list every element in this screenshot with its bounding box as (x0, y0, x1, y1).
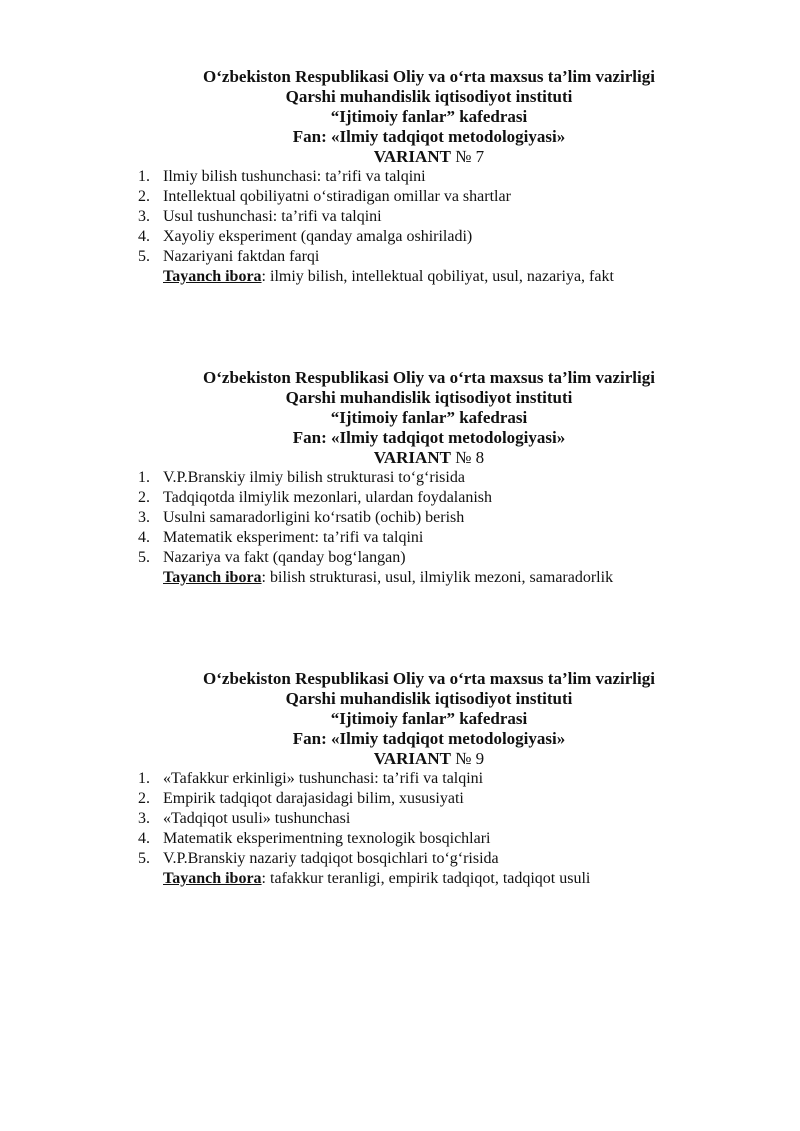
institute-title: Qarshi muhandislik iqtisodiyot instituti (285, 388, 573, 407)
keywords-line (0, 267, 800, 287)
question-number: 2. (138, 188, 150, 205)
question-text: «Tafakkur erkinligi» tushunchasi: ta’rifi va talqini (163, 770, 484, 787)
institute-title: Qarshi muhandislik iqtisodiyot instituti (285, 689, 573, 708)
question-number: 5. (138, 248, 150, 265)
keywords-text: : ilmiy bilish, intellektual qobiliyat, usul, nazariya, fakt (261, 268, 614, 285)
question-item (0, 789, 800, 809)
subject-title: Fan: «Ilmiy tadqiqot metodologiyasi» (292, 428, 566, 447)
question-item (0, 849, 800, 869)
question-item (0, 187, 800, 207)
question-text: Usulni samaradorligini ko‘rsatib (ochib) berish (163, 509, 465, 526)
question-text: Ilmiy bilish tushunchasi: ta’rifi va talqini (163, 168, 426, 185)
question-text: Usul tushunchasi: ta’rifi va talqini (163, 208, 382, 225)
keywords-label: Tayanch ibora (163, 569, 262, 586)
keywords-label: Tayanch ibora (163, 268, 262, 285)
variant-heading (0, 749, 800, 769)
question-text: Matematik eksperiment: ta’rifi va talqini (163, 529, 424, 546)
variant-label: VARIANT (373, 147, 451, 166)
variant-number: № 8 (455, 448, 485, 467)
question-item (0, 548, 800, 568)
question-item (0, 247, 800, 267)
subject-title: Fan: «Ilmiy tadqiqot metodologiyasi» (292, 729, 566, 748)
question-list (0, 769, 800, 869)
question-item (0, 769, 800, 789)
variant-block-9 (0, 669, 800, 889)
question-text: Intellektual qobiliyatni o‘stiradigan omillar va shartlar (163, 188, 511, 205)
question-number: 4. (138, 830, 150, 847)
question-text: Empirik tadqiqot darajasidagi bilim, xususiyati (163, 790, 464, 807)
variant-heading (0, 448, 800, 468)
variant-label: VARIANT (373, 448, 451, 467)
question-text: V.P.Branskiy ilmiy bilish strukturasi to‘g‘risida (163, 469, 465, 486)
ministry-title: O‘zbekiston Respublikasi Oliy va o‘rta maxsus ta’lim vazirligi (203, 669, 655, 688)
question-item (0, 488, 800, 508)
keywords-line (0, 568, 800, 588)
question-item (0, 809, 800, 829)
question-number: 2. (138, 489, 150, 506)
question-number: 1. (138, 168, 150, 185)
department-title: “Ijtimoiy fanlar” kafedrasi (330, 408, 528, 427)
ministry-title: O‘zbekiston Respublikasi Oliy va o‘rta maxsus ta’lim vazirligi (203, 67, 655, 86)
ministry-title: O‘zbekiston Respublikasi Oliy va o‘rta maxsus ta’lim vazirligi (203, 368, 655, 387)
subject-title: Fan: «Ilmiy tadqiqot metodologiyasi» (292, 127, 566, 146)
question-number: 4. (138, 228, 150, 245)
keywords-text: : bilish strukturasi, usul, ilmiylik mezoni, samaradorlik (261, 569, 614, 586)
question-item (0, 468, 800, 488)
keywords-label: Tayanch ibora (163, 870, 262, 887)
question-number: 3. (138, 208, 150, 225)
question-item (0, 829, 800, 849)
keywords-line (0, 869, 800, 889)
question-item (0, 508, 800, 528)
question-text: Matematik eksperimentning texnologik bosqichlari (163, 830, 491, 847)
question-text: Tadqiqotda ilmiylik mezonlari, ulardan foydalanish (163, 489, 493, 506)
variant-heading (0, 147, 800, 167)
question-number: 5. (138, 850, 150, 867)
question-number: 5. (138, 549, 150, 566)
question-list (0, 468, 800, 568)
question-text: V.P.Branskiy nazariy tadqiqot bosqichlari to‘g‘risida (163, 850, 499, 867)
question-number: 1. (138, 770, 150, 787)
department-title: “Ijtimoiy fanlar” kafedrasi (330, 107, 528, 126)
question-number: 3. (138, 509, 150, 526)
question-item (0, 167, 800, 187)
keywords-text: : tafakkur teranligi, empirik tadqiqot, tadqiqot usuli (261, 870, 591, 887)
variant-block-8 (0, 368, 800, 588)
variant-number: № 7 (455, 147, 485, 166)
question-item (0, 227, 800, 247)
question-list (0, 167, 800, 267)
question-number: 2. (138, 790, 150, 807)
question-number: 4. (138, 529, 150, 546)
question-number: 3. (138, 810, 150, 827)
question-item (0, 528, 800, 548)
question-number: 1. (138, 469, 150, 486)
institute-title: Qarshi muhandislik iqtisodiyot instituti (285, 87, 573, 106)
variant-number: № 9 (455, 749, 485, 768)
question-item (0, 207, 800, 227)
question-text: Xayoliy eksperiment (qanday amalga oshiriladi) (163, 228, 473, 245)
question-text: Nazariyani faktdan farqi (163, 248, 320, 265)
variant-block-7 (0, 67, 800, 287)
variant-label: VARIANT (373, 749, 451, 768)
department-title: “Ijtimoiy fanlar” kafedrasi (330, 709, 528, 728)
question-text: «Tadqiqot usuli» tushunchasi (163, 810, 351, 827)
question-text: Nazariya va fakt (qanday bog‘langan) (163, 549, 406, 566)
